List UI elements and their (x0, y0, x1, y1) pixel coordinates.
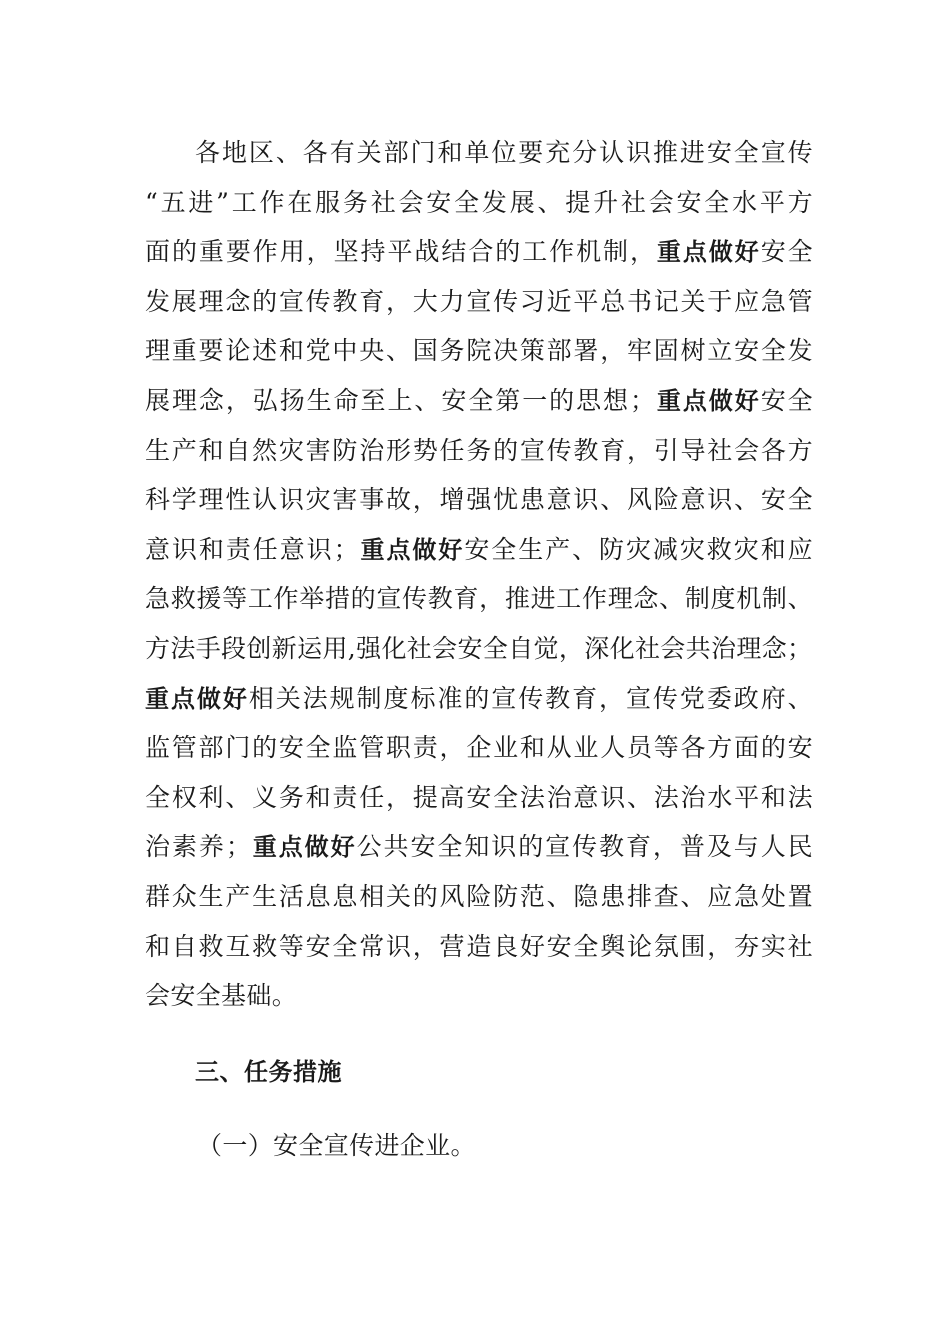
paragraph-line (145, 475, 813, 525)
paragraph-text: 发展理念的宣传教育，大力宣传习近平总书记关于应急管 (145, 286, 813, 316)
paragraph-text: 安全生产、防灾减灾救灾和应 (464, 534, 813, 564)
paragraph-text: 面的重要作用，坚持平战结合的工作机制， (145, 237, 657, 267)
paragraph-text: 展理念，弘扬生命至上、安全第一的思想； (145, 385, 656, 415)
paragraph-text: 会安全基础。 (145, 981, 298, 1011)
paragraph-line (145, 723, 813, 773)
paragraph-line (145, 277, 813, 327)
emphasis-text: 重点做好 (251, 833, 357, 862)
paragraph-text: 科学理性认识灾害事故，增强忧患意识、风险意识、安全 (145, 485, 813, 515)
emphasis-text: 重点做好 (656, 238, 761, 267)
paragraph-text: 治素养； (145, 832, 252, 862)
paragraph-text: 安全 (760, 237, 813, 267)
paragraph-line (145, 326, 813, 376)
paragraph-line (145, 525, 813, 575)
paragraph-text: “五进”工作在服务社会安全发展、提升社会安全水平方 (145, 187, 813, 217)
paragraph-line (145, 227, 813, 277)
emphasis-text: 重点做好 (145, 684, 249, 713)
emphasis-text: 重点做好 (655, 386, 761, 415)
paragraph-text: 生产和自然灾害防治形势任务的宣传教育，引导社会各方 (145, 435, 813, 465)
paragraph-text: 安全 (760, 385, 813, 415)
paragraph-line (145, 822, 813, 872)
subsection-heading: （一）安全宣传进企业。 (197, 1131, 476, 1160)
paragraph-text: 急救援等工作举措的宣传教育，推进工作理念、制度机制、 (145, 584, 813, 614)
body-paragraph (145, 128, 813, 1021)
paragraph-text: 各地区、各有关部门和单位要充分认识推进安全宣传 (195, 138, 813, 167)
paragraph-line (145, 426, 813, 476)
paragraph-text: 群众生产生活息息相关的风险防范、隐患排查、应急处置 (145, 881, 813, 911)
paragraph-text: 和自救互救等安全常识，营造良好安全舆论氛围，夯实社 (145, 931, 813, 961)
paragraph-line (145, 773, 813, 823)
paragraph-text: 相关法规制度标准的宣传教育，宣传党委政府、 (248, 683, 813, 713)
paragraph-line (145, 674, 813, 724)
paragraph-line (145, 574, 813, 624)
document-page (145, 128, 813, 1021)
paragraph-line (145, 128, 813, 178)
paragraph-line (145, 872, 813, 922)
paragraph-text: 理重要论述和党中央、国务院决策部署，牢固树立安全发 (145, 336, 813, 366)
paragraph-text: 意识和责任意识； (145, 534, 359, 564)
paragraph-line (145, 376, 813, 426)
paragraph-line (145, 922, 813, 972)
paragraph-line (145, 178, 813, 228)
section-heading: 三、任务措施 (195, 1058, 342, 1086)
paragraph-line (145, 624, 813, 674)
paragraph-text: 全权利、义务和责任，提高安全法治意识、法治水平和法 (145, 782, 813, 812)
paragraph-text: 公共安全知识的宣传教育，普及与人民 (356, 832, 814, 862)
paragraph-text: 监管部门的安全监管职责，企业和从业人员等各方面的安 (145, 733, 813, 763)
paragraph-text: 方法手段创新运用,强化社会安全自觉，深化社会共治理念； (145, 633, 813, 663)
paragraph-line (145, 971, 813, 1021)
emphasis-text: 重点做好 (358, 535, 465, 564)
